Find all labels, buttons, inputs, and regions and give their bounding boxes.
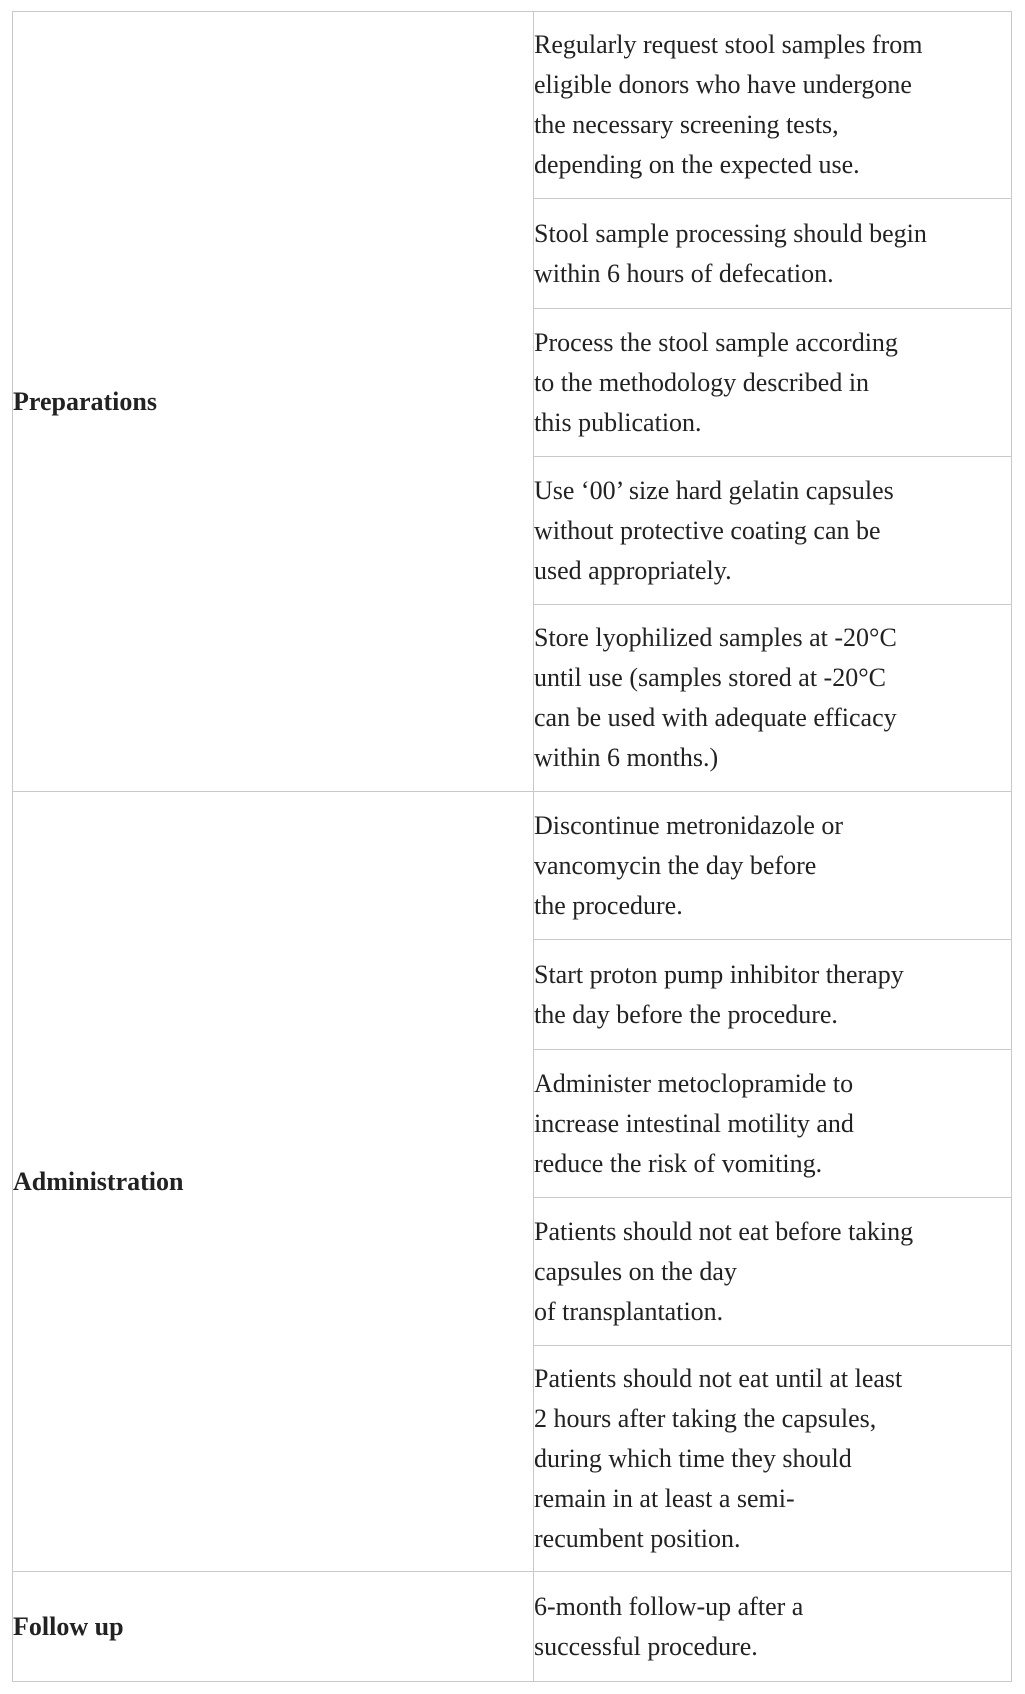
section-label-administration: Administration bbox=[13, 792, 534, 1572]
step-cell: Process the stool sample according to the methodology described in this publication. bbox=[534, 309, 1012, 457]
protocol-table-container bbox=[12, 11, 1011, 1682]
table-row bbox=[13, 1572, 1012, 1682]
table-row bbox=[13, 12, 1012, 199]
protocol-table bbox=[12, 11, 1012, 1682]
step-cell: Stool sample processing should begin within 6 hours of defecation. bbox=[534, 199, 1012, 309]
step-cell: Discontinue metronidazole or vancomycin the day before the procedure. bbox=[534, 792, 1012, 940]
step-cell: Administer metoclopramide to increase intestinal motility and reduce the risk of vomiting. bbox=[534, 1050, 1012, 1198]
step-cell: Store lyophilized samples at -20°C until use (samples stored at -20°C can be used with adequate efficacy within 6 months.) bbox=[534, 605, 1012, 792]
step-cell: Patients should not eat before taking capsules on the day of transplantation. bbox=[534, 1198, 1012, 1346]
step-cell: Regularly request stool samples from eligible donors who have undergone the necessary screening tests, depending on the expected use. bbox=[534, 12, 1012, 199]
step-cell: 6-month follow-up after a successful procedure. bbox=[534, 1572, 1012, 1682]
step-cell: Use ‘00’ size hard gelatin capsules without protective coating can be used appropriately. bbox=[534, 457, 1012, 605]
step-cell: Patients should not eat until at least 2 hours after taking the capsules, during which time they should remain in at least a semi- recumbent position. bbox=[534, 1346, 1012, 1572]
step-cell: Start proton pump inhibitor therapy the day before the procedure. bbox=[534, 940, 1012, 1050]
table-row bbox=[13, 792, 1012, 940]
section-label-preparations: Preparations bbox=[13, 12, 534, 792]
section-label-follow-up: Follow up bbox=[13, 1572, 534, 1682]
